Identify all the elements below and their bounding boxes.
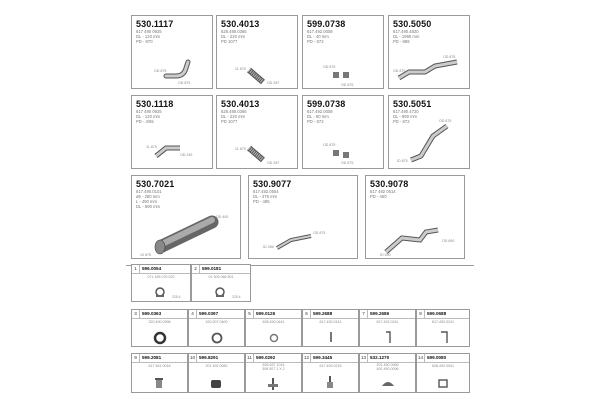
part-spec: DL - 40 mm xyxy=(307,34,329,39)
part-number: 599.0738 xyxy=(307,19,346,29)
part-spec: DL - 220 mm xyxy=(221,114,246,119)
part-card[interactable] xyxy=(131,175,241,259)
flex-pipe-drawing xyxy=(217,96,298,169)
dimension-label: ID 690 xyxy=(380,253,391,257)
bent-pipe-drawing xyxy=(249,176,358,259)
ref-number: 628.492.0041 xyxy=(432,364,454,368)
dimension-label: OD 287 xyxy=(267,81,280,85)
dimension-label: OD 875 xyxy=(323,143,336,147)
part-card[interactable] xyxy=(216,15,298,89)
part-spec: DL - 690 mm xyxy=(136,204,161,209)
pipe-connector-drawing xyxy=(303,16,384,89)
part-number: 599.0126 xyxy=(256,311,276,316)
part-spec: 617.492.0008 xyxy=(307,29,333,34)
dimension-label: OD 875 xyxy=(323,65,336,69)
part-spec: DL - 475 mm xyxy=(253,194,278,199)
small-part-card[interactable] xyxy=(302,353,359,393)
part-number: 530.9077 xyxy=(253,179,292,189)
part-spec: DL - 220 mm xyxy=(221,34,246,39)
part-spec: 617.490.4720 xyxy=(393,109,419,114)
part-card[interactable] xyxy=(248,175,358,259)
part-spec: 617.492.0554 xyxy=(253,189,279,194)
small-part-card[interactable] xyxy=(245,353,302,393)
part-card[interactable] xyxy=(302,15,384,89)
pipe-elbow-drawing xyxy=(132,96,213,169)
gasket-ring-icon xyxy=(132,310,188,347)
item-index: 5 xyxy=(246,310,254,318)
small-part-card[interactable] xyxy=(245,309,302,347)
dimension-label: 11 875 xyxy=(235,147,246,151)
part-spec: PD - 870 xyxy=(136,39,153,44)
ref-number: 201 490 0066 xyxy=(376,363,399,367)
washer-icon xyxy=(246,310,302,347)
size-label: 225.4 xyxy=(172,295,181,299)
pipe-connector-drawing xyxy=(303,96,384,169)
dimension-label: 11 875 xyxy=(146,145,157,149)
part-number: 530.1118 xyxy=(136,99,174,109)
bracket-icon xyxy=(417,354,470,393)
part-number: 530.5050 xyxy=(393,19,432,29)
dimension-label: OD 875 xyxy=(154,69,167,73)
part-number: 530.1117 xyxy=(136,19,174,29)
small-part-card[interactable] xyxy=(416,309,470,347)
part-spec: PD - 485 xyxy=(253,199,270,204)
part-spec: PD - 450 xyxy=(370,194,387,199)
part-number: 596.0054 xyxy=(142,266,162,271)
item-index: 11 xyxy=(246,354,254,362)
part-number: 599.0363 xyxy=(142,311,162,316)
item-index: 3 xyxy=(132,310,140,318)
part-number: 530.9078 xyxy=(370,179,409,189)
ref-number: 071 165 075 022 xyxy=(147,275,175,279)
part-number: 599.2686 xyxy=(370,311,390,316)
dimension-label: OD 875 xyxy=(313,231,326,235)
gasket-icon xyxy=(360,354,416,393)
part-number: 599.2688 xyxy=(313,311,333,316)
bracket-icon xyxy=(303,354,359,393)
part-card[interactable] xyxy=(388,95,470,169)
part-spec: DL - 120 mm xyxy=(136,114,161,119)
part-spec: PD - 872 xyxy=(393,119,410,124)
pipe-elbow-drawing xyxy=(132,16,213,89)
hanger-icon xyxy=(360,310,416,347)
part-spec: DL - 990 mm xyxy=(393,114,418,119)
part-card[interactable] xyxy=(131,95,213,169)
ref-number: 617.492.0141 xyxy=(319,320,342,324)
dimension-label: OD 400 xyxy=(216,215,229,219)
part-spec: 628.490.0365 xyxy=(221,29,247,34)
small-part-card[interactable] xyxy=(131,353,188,393)
small-part-card[interactable] xyxy=(359,353,416,393)
part-spec: 617.490.0101 xyxy=(136,189,162,194)
part-number: 599.0181 xyxy=(202,266,222,271)
part-spec: 628.490.0366 xyxy=(221,109,247,114)
long-pipe-drawing xyxy=(389,16,470,89)
dimension-label: OD 245 xyxy=(180,153,193,157)
part-number: 532.1270 xyxy=(370,355,390,360)
part-number: 530.5051 xyxy=(393,99,432,109)
small-part-card[interactable] xyxy=(359,309,416,347)
ref-number: 01 305 066 501 xyxy=(208,275,234,279)
part-spec: L - 450 mm xyxy=(136,199,158,204)
dimension-label: 10 875 xyxy=(140,253,151,257)
small-part-card[interactable] xyxy=(188,309,245,347)
hanger-icon xyxy=(303,310,359,347)
part-number: 599.2081 xyxy=(142,355,162,360)
part-spec: 617.492.0008 xyxy=(307,109,333,114)
part-number: 530.7021 xyxy=(136,179,175,189)
part-spec: DL - 60 mm xyxy=(307,114,329,119)
muffler-drawing xyxy=(132,176,241,259)
ref-number: 320.307.0400 xyxy=(205,320,228,324)
ref-number: 492.490.0096 xyxy=(376,367,399,371)
small-part-card[interactable] xyxy=(188,353,245,393)
item-index: 8 xyxy=(417,310,425,318)
dimension-label: ID 875 xyxy=(397,159,408,163)
dimension-label: OD 875 xyxy=(443,55,456,59)
ref-number: 617.492.0241 xyxy=(432,320,454,324)
dimension-label: OD 287 xyxy=(267,161,280,165)
dimension-label: OD 875 xyxy=(393,69,406,73)
part-spec: 617 490 0925 xyxy=(136,29,162,34)
part-spec: PD 1077 xyxy=(221,39,238,44)
gasket-ring-icon xyxy=(189,310,245,347)
part-spec: 617.490.4820 xyxy=(393,29,419,34)
bracket-icon xyxy=(132,354,188,393)
dimension-label: ID 286 xyxy=(263,245,274,249)
item-index: 14 xyxy=(417,355,424,360)
part-number: 599.0397 xyxy=(199,311,219,316)
item-index: 6 xyxy=(303,310,311,318)
part-card[interactable] xyxy=(388,15,470,89)
item-index: 13 xyxy=(360,355,367,360)
item-index: 12 xyxy=(303,355,310,360)
small-part-card[interactable] xyxy=(191,264,251,302)
part-spec: PD - 872 xyxy=(307,39,324,44)
flex-pipe-drawing xyxy=(217,16,298,89)
part-number: 530.4013 xyxy=(221,19,260,29)
small-part-card[interactable] xyxy=(416,353,470,393)
part-number: 599.0292 xyxy=(256,355,276,360)
bolt-icon xyxy=(246,354,302,393)
part-number: 599.0738 xyxy=(307,99,346,109)
part-spec: PD - 4/55 xyxy=(136,119,154,124)
clamp-icon xyxy=(132,265,191,302)
ref-number: 201 492 0082 xyxy=(205,364,228,368)
part-number: 599.0688 xyxy=(427,311,447,316)
dimension-label: OD 875 xyxy=(341,83,354,87)
small-part-card[interactable] xyxy=(131,264,191,302)
rubber-mount-icon xyxy=(189,354,245,393)
dimension-label: OD 875 xyxy=(341,161,354,165)
part-number: 530.4013 xyxy=(221,99,260,109)
item-index: 7 xyxy=(360,310,368,318)
ref-number: 308 507 1 X 2 xyxy=(262,367,285,371)
ref-number: 617.492.0215 xyxy=(319,364,342,368)
item-index: 1 xyxy=(132,265,140,273)
part-spec: PD - 872 xyxy=(307,119,324,124)
part-card[interactable] xyxy=(131,15,213,89)
part-number: 599.0080 xyxy=(427,355,447,360)
item-index: 10 xyxy=(189,355,196,360)
part-number: 599.3445 xyxy=(313,355,333,360)
dimension-label: 11 875 xyxy=(235,67,246,71)
item-index: 2 xyxy=(192,265,200,273)
part-card[interactable] xyxy=(216,95,298,169)
ref-number: 320.490.0996 xyxy=(148,320,171,324)
dimension-label: OD 875 xyxy=(439,119,452,123)
part-spec: PD 1077 xyxy=(221,119,238,124)
small-part-card[interactable] xyxy=(131,309,188,347)
item-index: 4 xyxy=(189,310,197,318)
part-spec: PD - 889 xyxy=(393,39,410,44)
ref-number: 617.492.0241 xyxy=(376,320,399,324)
ref-number: 617 461 0018 xyxy=(148,364,171,368)
part-card[interactable] xyxy=(302,95,384,169)
clamp-icon xyxy=(192,265,251,302)
long-pipe-drawing xyxy=(389,96,470,169)
part-spec: ø5 - 280 mm xyxy=(136,194,160,199)
part-spec: 617 492 0514 xyxy=(370,189,396,194)
part-card[interactable] xyxy=(365,175,465,259)
ref-number: 628.490.0441 xyxy=(262,320,285,324)
tail-pipe-drawing xyxy=(366,176,465,259)
item-index: 9 xyxy=(132,354,140,362)
small-part-card[interactable] xyxy=(302,309,359,347)
part-number: 599.8291 xyxy=(199,355,219,360)
size-label: 225.4 xyxy=(232,295,241,299)
dimension-label: OD 690 xyxy=(442,239,455,243)
dimension-label: OD 875 xyxy=(178,81,191,85)
part-spec: DL - 120 mm xyxy=(136,34,161,39)
ref-number: 628 637 1014 xyxy=(262,363,285,367)
hanger-icon xyxy=(417,310,470,347)
part-spec: 617 490 0925 xyxy=(136,109,162,114)
part-spec: DL - 1990 mm xyxy=(393,34,420,39)
